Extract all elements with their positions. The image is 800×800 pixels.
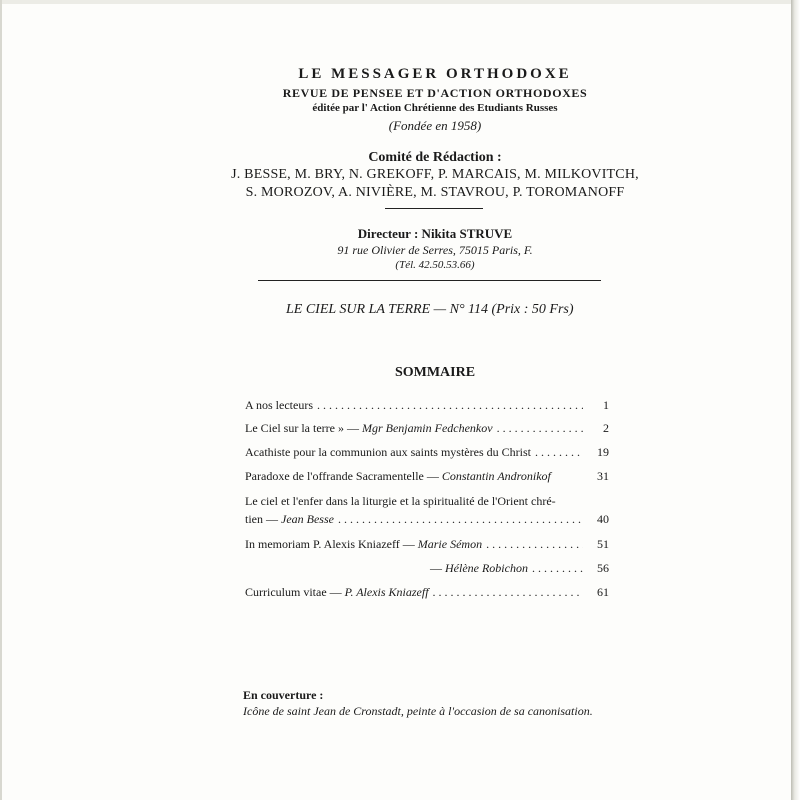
toc-entry bbox=[245, 398, 609, 416]
toc-entry-title: Le Ciel sur la terre » — Mgr Benjamin Fedchenkov bbox=[245, 421, 493, 435]
toc-entry bbox=[430, 561, 609, 579]
toc-leader-dots bbox=[486, 537, 583, 552]
toc-entry-title: tien — Jean Besse bbox=[245, 512, 334, 526]
committee-heading: Comité de Rédaction : bbox=[368, 150, 502, 165]
toc-page-number: 56 bbox=[597, 561, 609, 575]
toc-entry bbox=[245, 537, 609, 555]
toc-leader-dots bbox=[433, 585, 583, 600]
founded-line: (Fondée en 1958) bbox=[388, 118, 482, 133]
short-divider bbox=[385, 208, 483, 209]
publisher-line: éditée par l' Action Chrétienne des Etudiants Russes bbox=[312, 102, 558, 114]
toc-entry-author: Mgr Benjamin Fedchenkov bbox=[361, 421, 493, 435]
toc-entry-title: Curriculum vitae — P. Alexis Kniazeff bbox=[245, 585, 429, 599]
toc-page-number: 31 bbox=[597, 469, 609, 483]
toc-leader-dots bbox=[535, 445, 583, 460]
committee-members-line-2: S. MOROZOV, A. NIVIÈRE, M. STAVROU, P. TOROMANOFF bbox=[245, 185, 625, 200]
toc-entry-author: Marie Sémon bbox=[417, 537, 483, 551]
director-phone: (Tél. 42.50.53.66) bbox=[395, 259, 475, 271]
long-divider bbox=[258, 280, 601, 281]
toc-page-number: 1 bbox=[603, 398, 609, 412]
toc-leader-dots bbox=[317, 398, 583, 413]
toc-entry bbox=[245, 445, 609, 463]
journal-title: LE MESSAGER ORTHODOXE bbox=[298, 66, 572, 82]
toc-entry-author: Constantin Andronikof bbox=[441, 469, 551, 483]
page-edge-top bbox=[0, 0, 800, 4]
toc-leader-dots bbox=[338, 512, 583, 527]
cover-description: Icône de saint Jean de Cronstadt, peinte à l'occasion de sa canonisation. bbox=[243, 704, 593, 718]
toc-page-number: 19 bbox=[597, 445, 609, 459]
toc-entry-author: P. Alexis Kniazeff bbox=[344, 585, 429, 599]
toc-leader-dots bbox=[532, 561, 583, 576]
director-line: Directeur : Nikita STRUVE bbox=[357, 226, 513, 241]
toc-entry bbox=[245, 469, 609, 487]
journal-subtitle: REVUE DE PENSEE ET D'ACTION ORTHODOXES bbox=[282, 86, 588, 100]
toc-entry-title: Acathiste pour la communion aux saints mystères du Christ bbox=[245, 445, 531, 459]
committee-members-line-1: J. BESSE, M. BRY, N. GREKOFF, P. MARCAIS, M. MILKOVITCH, bbox=[231, 167, 639, 182]
toc-entry-title: A nos lecteurs bbox=[245, 398, 313, 412]
toc-page-number: 2 bbox=[603, 421, 609, 435]
toc-entry bbox=[245, 585, 609, 603]
toc-page-number: 51 bbox=[597, 537, 609, 551]
toc-entry-author: Jean Besse bbox=[281, 512, 334, 526]
toc-page-number: 61 bbox=[597, 585, 609, 599]
toc-entry-title: In memoriam P. Alexis Kniazeff — Marie Sémon bbox=[245, 537, 483, 551]
issue-title: LE CIEL SUR LA TERRE — N° 114 (Prix : 50 Frs) bbox=[286, 302, 574, 317]
director-address: 91 rue Olivier de Serres, 75015 Paris, F. bbox=[337, 243, 533, 257]
toc-entry bbox=[245, 512, 609, 530]
toc-entry bbox=[245, 421, 609, 439]
cover-heading: En couverture : bbox=[243, 688, 324, 702]
toc-entry-author: Hélène Robichon bbox=[445, 561, 528, 575]
toc-entry-title: Paradoxe de l'offrande Sacramentelle — Constantin Andronikof bbox=[245, 469, 551, 483]
toc-leader-dots bbox=[497, 421, 583, 436]
sommaire-heading: SOMMAIRE bbox=[394, 365, 476, 380]
toc-entry-first-line: Le ciel et l'enfer dans la liturgie et la spiritualité de l'Orient chré- bbox=[245, 494, 556, 508]
toc-page-number: 40 bbox=[597, 512, 609, 526]
toc-entry-title: — Hélène Robichon bbox=[430, 561, 528, 575]
